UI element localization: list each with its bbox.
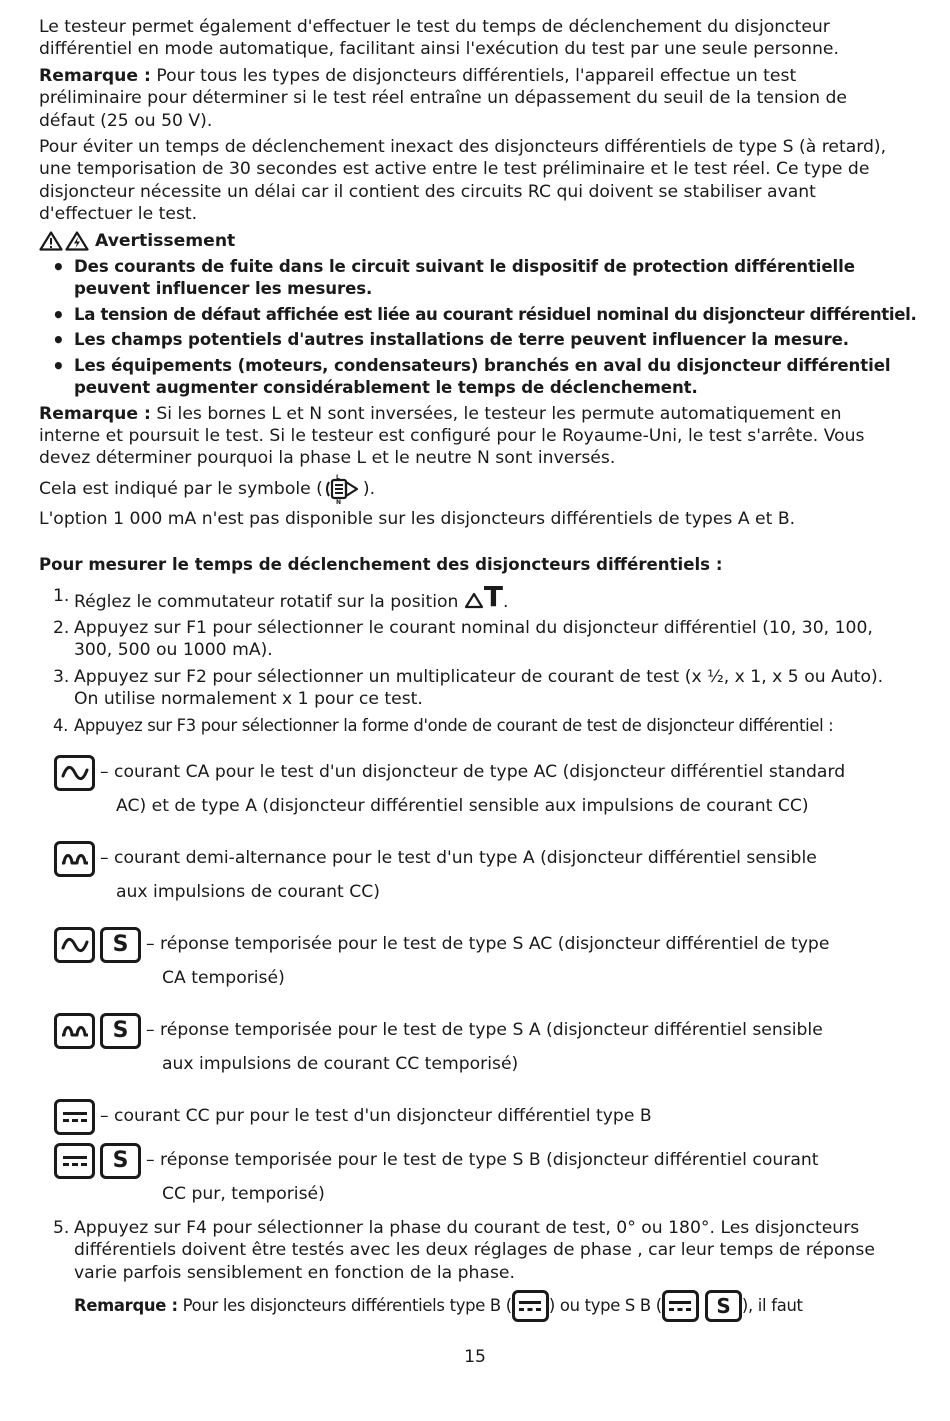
symbol-line <box>39 474 899 504</box>
warning-item: • Des courants de fuite dans le circuit suivant le dispositif de protection différentielle peuvent influencer les mesures. <box>39 256 899 301</box>
step-text: Appuyez sur F2 pour sélectionner un multiplicateur de courant de test (x ½, x 1, x 5 ou Auto). On utilise normalement x 1 pour ce test. <box>74 666 884 710</box>
waveform-text: aux impulsions de courant CC temporisé) <box>162 1053 519 1074</box>
step-number: 2. <box>53 617 70 638</box>
s-delay-icon: S <box>705 1290 742 1322</box>
waveform-text: – courant demi-alternance pour le test d'un type A (disjoncteur différentiel sensible <box>100 847 817 868</box>
page-number: 15 <box>464 1347 486 1367</box>
step-number: 1. <box>53 585 70 606</box>
note-text: ) ou type S B ( <box>548 1295 662 1315</box>
note-label: Remarque : <box>74 1295 178 1315</box>
note-text: Si les bornes L et N sont inversées, le testeur les permute automatiquement en interne et poursuit le test. Si le testeur est configuré pour le Royaume-Uni, le test s'arrête. Vous devez déterminer pourquoi la phase L et le neutre N sont inversés. <box>39 403 865 469</box>
document-page <box>39 16 917 1322</box>
step-text: Réglez le commutateur rotatif sur la position <box>74 591 464 612</box>
note-label: Remarque : <box>39 403 151 424</box>
waveform-text: – courant CC pur pour le test d'un disjoncteur différentiel type B <box>100 1105 652 1126</box>
step-text: Appuyez sur F1 pour sélectionner le courant nominal du disjoncteur différentiel (10, 30, 100, 300, 500 ou 1000 mA). <box>74 617 873 661</box>
waveform-text: – réponse temporisée pour le test de type S AC (disjoncteur différentiel de type <box>146 933 830 954</box>
high-voltage-triangle-icon <box>65 231 89 251</box>
note-type-b <box>39 1290 899 1322</box>
dc-icon <box>54 1143 95 1179</box>
step-item <box>39 617 899 662</box>
svg-text:L: L <box>335 473 340 481</box>
dc-icon <box>54 1099 95 1135</box>
steps-list <box>39 579 899 737</box>
step-text: Appuyez sur F4 pour sélectionner la phase du courant de test, 0° ou 180°. Les disjoncteurs différentiels doivent être testés avec les deux réglages de phase , car leur temps de réponse varie parfois sensiblement en fonction de la phase. <box>74 1217 875 1283</box>
s-delay-icon: S <box>100 1013 141 1049</box>
step-item <box>39 666 899 711</box>
plug-reversed-icon <box>323 474 363 504</box>
waveform-item <box>54 1099 899 1135</box>
step-item <box>39 715 899 737</box>
waveform-item <box>54 1143 899 1211</box>
s-delay-icon: S <box>100 927 141 963</box>
half-wave-icon <box>54 1013 95 1049</box>
dc-icon <box>512 1290 549 1322</box>
note-text: ), il faut <box>741 1295 803 1315</box>
caution-triangle-icon <box>39 231 63 251</box>
intro-paragraph: Le testeur permet également d'effectuer le test du temps de déclenchement du disjoncteur différentiel en mode automatique, facilitant ainsi l'exécution du test par une seule personne. <box>39 17 839 60</box>
note-reversed-terminals <box>39 403 899 470</box>
type-s-paragraph: Pour éviter un temps de déclenchement inexact des disjoncteurs différentiels de type S (à retard), une temporisation de 30 secondes est active entre le test préliminaire et le test réel. Ce type de disjoncteur nécessite un délai car il contient des circuits RC qui doivent se stabiliser avant d'effectuer le test. <box>39 137 887 225</box>
delta-t-icon: T <box>464 585 503 609</box>
warning-heading <box>39 230 899 252</box>
step-number: 5. <box>53 1217 70 1238</box>
ac-sine-icon <box>54 927 95 963</box>
warning-item: • La tension de défaut affichée est liée au courant résiduel nominal du disjoncteur différentiel. <box>39 304 899 326</box>
note-label: Remarque : <box>39 65 151 86</box>
waveform-text: CA temporisé) <box>162 967 285 988</box>
waveform-text: AC) et de type A (disjoncteur différentiel sensible aux impulsions de courant CC) <box>116 795 809 816</box>
waveform-list <box>39 755 899 1211</box>
half-wave-icon <box>54 841 95 877</box>
ac-sine-icon <box>54 755 95 791</box>
step-number: 4. <box>53 715 68 735</box>
waveform-item <box>54 1013 899 1081</box>
note-preliminary-test <box>39 65 899 132</box>
note-text: Pour les disjoncteurs différentiels type B ( <box>177 1295 512 1315</box>
warning-list <box>39 256 917 399</box>
waveform-text: – réponse temporisée pour le test de type S B (disjoncteur différentiel courant <box>146 1149 819 1170</box>
waveform-item <box>54 841 899 909</box>
step-item <box>39 1217 899 1284</box>
warning-item: • Les équipements (moteurs, condensateurs) branchés en aval du disjoncteur différentiel peuvent augmenter considérablement le temps de déclenchement. <box>39 355 899 400</box>
step-item: 1. Réglez le commutateur rotatif sur la position T . <box>53 579 509 613</box>
waveform-text: CC pur, temporisé) <box>162 1183 325 1204</box>
waveform-text: aux impulsions de courant CC) <box>116 881 380 902</box>
s-delay-icon: S <box>100 1143 141 1179</box>
steps-list-continued <box>39 1217 899 1284</box>
waveform-text: – courant CA pour le test d'un disjoncteur de type AC (disjoncteur différentiel standard <box>100 761 846 782</box>
svg-text:N: N <box>335 498 341 504</box>
waveform-text: – réponse temporisée pour le test de type S A (disjoncteur différentiel sensible <box>146 1019 823 1040</box>
note-text: Pour tous les types de disjoncteurs différentiels, l'appareil effectue un test préliminaire pour déterminer si le test réel entraîne un dépassement du seuil de la tension de défaut (25 ou 50 V). <box>39 65 847 131</box>
dc-icon <box>662 1290 699 1322</box>
waveform-item <box>54 755 899 823</box>
step-text: Appuyez sur F3 pour sélectionner la forme d'onde de courant de test de disjoncteur différentiel : <box>74 715 834 735</box>
section-title: Pour mesurer le temps de déclenchement des disjoncteurs différentiels : <box>39 555 723 575</box>
warning-title: Avertissement <box>95 230 236 251</box>
warning-item: • Les champs potentiels d'autres installations de terre peuvent influencer la mesure. <box>39 329 899 351</box>
waveform-item <box>54 927 899 995</box>
option-paragraph: L'option 1 000 mA n'est pas disponible sur les disjoncteurs différentiels de types A et B. <box>39 508 796 529</box>
symbol-line-text: Cela est indiqué par le symbole ( <box>39 478 323 499</box>
symbol-line-text: ). <box>362 478 376 499</box>
step-number: 3. <box>53 666 70 687</box>
